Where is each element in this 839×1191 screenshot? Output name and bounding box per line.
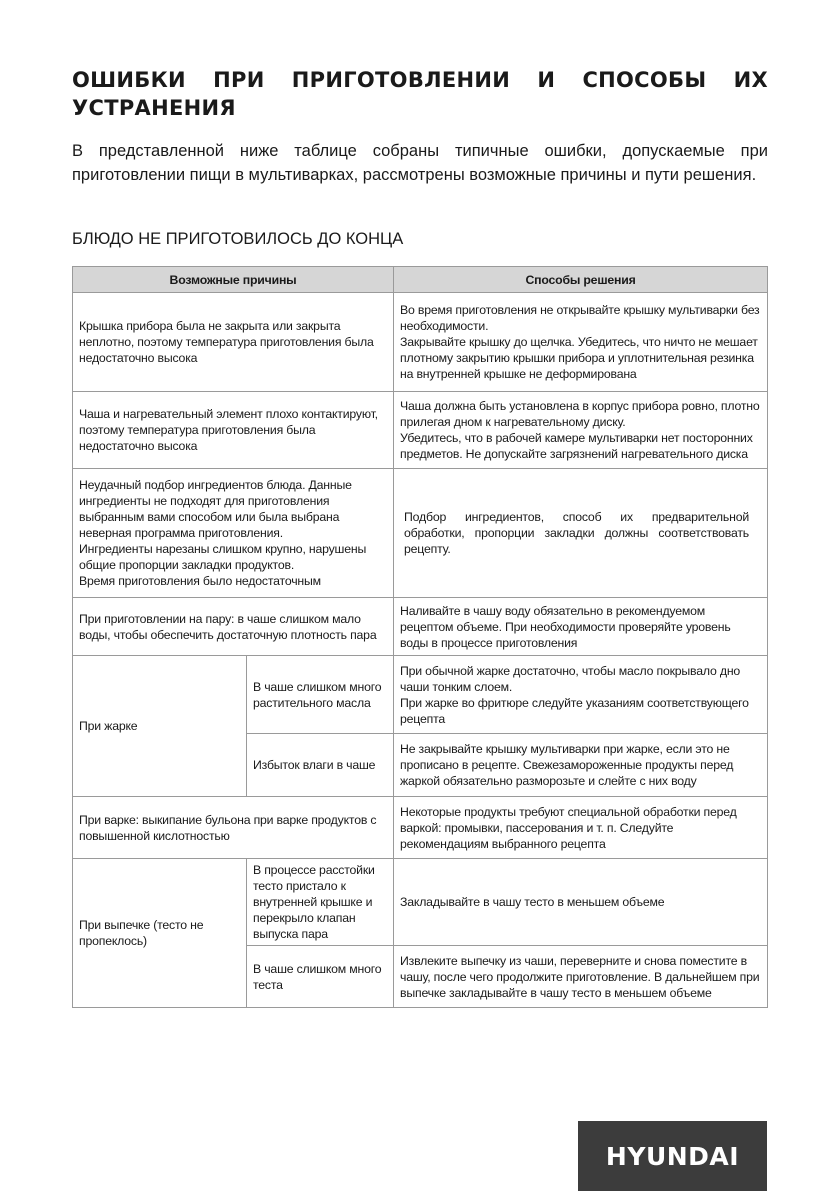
table-row <box>73 392 768 469</box>
header-solutions: Способы решения <box>394 267 768 293</box>
solution-cell: Некоторые продукты требуют специальной обработки перед варкой: промывки, пассерования и т. п. Следуйте рекомендациям выбранного рецепта <box>394 797 768 859</box>
solution-cell: При обычной жарке достаточно, чтобы масло покрывало дно чаши тонким слоем. При жарке во фритюре следуйте указаниям соответствующего рецепта <box>394 656 768 734</box>
cause-cell: При выпечке (тесто не пропеклось) <box>73 859 247 1008</box>
table-row <box>73 656 768 734</box>
solution-cell: Закладывайте в чашу тесто в меньшем объеме <box>394 859 768 946</box>
solution-cell: Извлеките выпечку из чаши, переверните и снова поместите в чашу, после чего продолжите приготовление. В дальнейшем при выпечке закладывайте в чашу тесто в меньшем объеме <box>394 946 768 1008</box>
intro-paragraph: В представленной ниже таблице собраны типичные ошибки, допускаемые при приготовлении пищи в мультиварках, рассмотрены возможные причины и пути решения. <box>72 142 768 184</box>
table-header-row <box>73 267 768 293</box>
solution-cell: Не закрывайте крышку мультиварки при жарке, если это не прописано в рецепте. Свежезамороженные продукты перед жаркой обязательно разморозьте и слейте с них воду <box>394 734 768 797</box>
cause-cell: Крышка прибора была не закрыта или закрыта неплотно, поэтому температура приготовления была недостаточно высока <box>73 293 394 392</box>
subcause-cell: В процессе расстойки тесто пристало к внутренней крышке и перекрыло клапан выпуска пара <box>247 859 394 946</box>
solution-cell: Во время приготовления не открывайте крышку мультиварки без необходимости. Закрывайте крышку до щелчка. Убедитесь, что ничто не мешает плотному закрытию крышки прибора и уплотнительная резинка на внутренней крышке не деформирована <box>394 293 768 392</box>
solution-cell: Чаша должна быть установлена в корпус прибора ровно, плотно прилегая дном к нагревательному диску. Убедитесь, что в рабочей камере мультиварки нет посторонних предметов. Не допускайте загрязнений нагревательного диска <box>394 392 768 469</box>
section-subtitle: БЛЮДО НЕ ПРИГОТОВИЛОСЬ ДО КОНЦА <box>72 230 404 248</box>
solution-cell: Наливайте в чашу воду обязательно в рекомендуемом рецептом объеме. При необходимости проверяйте уровень воды в процессе приготовления <box>394 598 768 656</box>
table-row <box>73 598 768 656</box>
subcause-cell: В чаше слишком много теста <box>247 946 394 1008</box>
subcause-cell: Избыток влаги в чаше <box>247 734 394 797</box>
cause-cell: При жарке <box>73 656 247 797</box>
table-row <box>73 469 768 598</box>
cause-cell: Неудачный подбор ингредиентов блюда. Данные ингредиенты не подходят для приготовления выбранным вами способом или была выбрана неверная программа приготовления. Ингредиенты нарезаны слишком крупно, нарушены общие пропорции закладки продуктов. Время приготовления было недостаточным <box>73 469 394 598</box>
table-row <box>73 859 768 946</box>
page-title: ОШИБКИ ПРИ ПРИГОТОВЛЕНИИ И СПОСОБЫ ИХ УСТРАНЕНИЯ <box>72 68 768 120</box>
table-row <box>73 797 768 859</box>
solution-cell: Подбор ингредиентов, способ их предварительной обработки, пропорции закладки должны соответствовать рецепту. <box>394 469 768 598</box>
cause-cell: При варке: выкипание бульона при варке продуктов с повышенной кислотностью <box>73 797 394 859</box>
cause-cell: При приготовлении на пару: в чаше слишком мало воды, чтобы обеспечить достаточную плотность пара <box>73 598 394 656</box>
cause-cell: Чаша и нагревательный элемент плохо контактируют, поэтому температура приготовления была недостаточно высока <box>73 392 394 469</box>
table-row <box>73 293 768 392</box>
subcause-cell: В чаше слишком много растительного масла <box>247 656 394 734</box>
hyundai-logo: HYUNDAI <box>578 1121 767 1191</box>
troubleshooting-table <box>72 266 768 1008</box>
header-causes: Возможные причины <box>73 267 394 293</box>
